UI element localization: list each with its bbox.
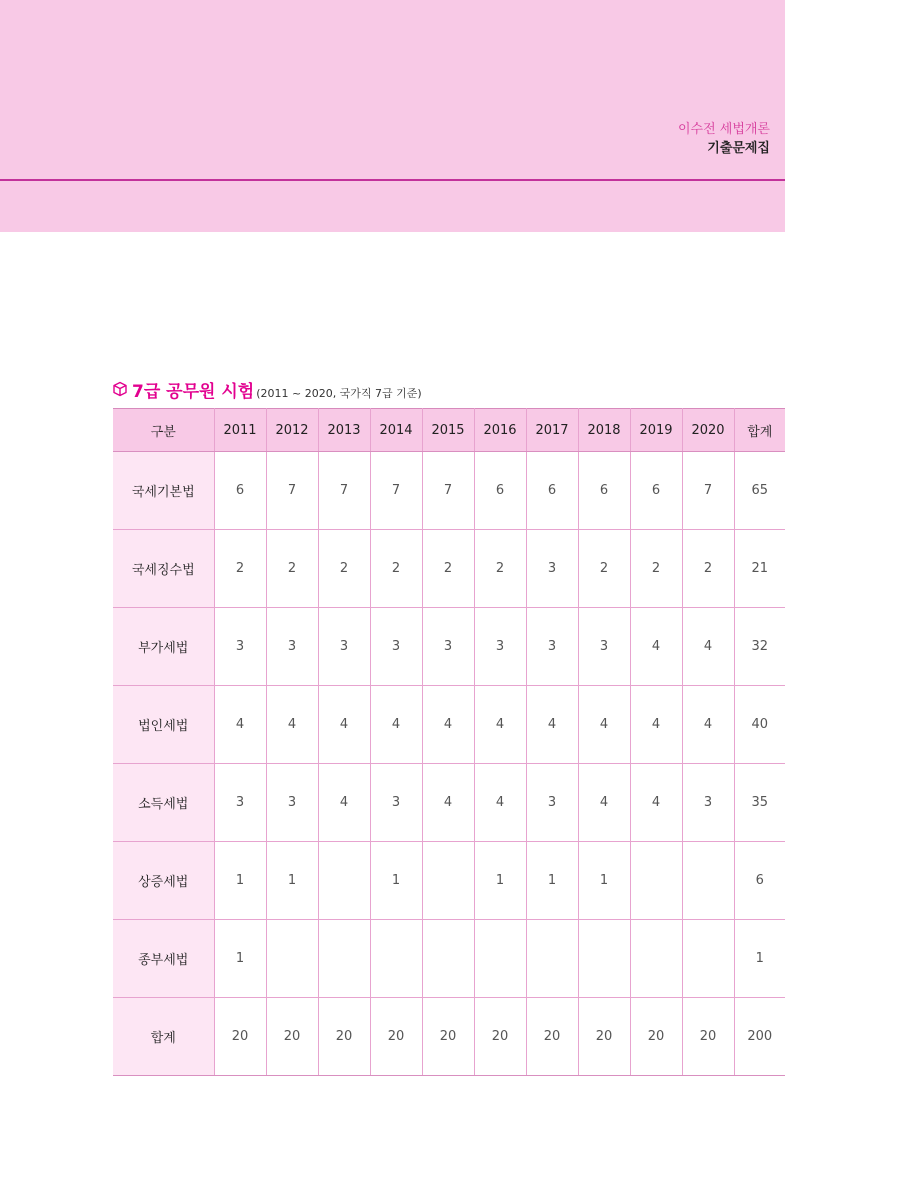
table-cell: [474, 920, 526, 998]
column-header: 합계: [734, 409, 785, 452]
table-cell: 2: [474, 530, 526, 608]
table-cell: 20: [318, 998, 370, 1076]
table-cell: 2: [370, 530, 422, 608]
column-header: 2019: [630, 409, 682, 452]
table-header-row: [113, 409, 785, 452]
row-label: 국세기본법: [113, 452, 214, 530]
table-cell: [682, 920, 734, 998]
table-row: [113, 608, 785, 686]
table-row: [113, 686, 785, 764]
table-cell: 2: [318, 530, 370, 608]
table-cell: 4: [630, 764, 682, 842]
table-cell: 2: [630, 530, 682, 608]
table-cell: [526, 920, 578, 998]
row-label: 상증세법: [113, 842, 214, 920]
table-cell: 20: [630, 998, 682, 1076]
table-cell: 7: [682, 452, 734, 530]
column-header: 2018: [578, 409, 630, 452]
table-cell: 1: [526, 842, 578, 920]
table-cell: 20: [526, 998, 578, 1076]
row-label: 종부세법: [113, 920, 214, 998]
table-cell: 1: [474, 842, 526, 920]
table-row: [113, 764, 785, 842]
table-cell: 1: [214, 920, 266, 998]
table-cell: 2: [682, 530, 734, 608]
table-cell: 65: [734, 452, 785, 530]
row-label: 국세징수법: [113, 530, 214, 608]
table-cell: 4: [682, 608, 734, 686]
table-cell: 7: [370, 452, 422, 530]
table-row: [113, 920, 785, 998]
table-cell: [318, 920, 370, 998]
header-divider: [0, 179, 785, 181]
table-cell: 4: [318, 686, 370, 764]
table-cell: 3: [474, 608, 526, 686]
row-label: 부가세법: [113, 608, 214, 686]
table-cell: 6: [578, 452, 630, 530]
table-cell: 20: [422, 998, 474, 1076]
table-cell: 20: [682, 998, 734, 1076]
table-cell: 2: [578, 530, 630, 608]
table-cell: 2: [422, 530, 474, 608]
table-cell: 4: [578, 764, 630, 842]
table-cell: 3: [682, 764, 734, 842]
table-cell: 6: [474, 452, 526, 530]
table-cell: 6: [526, 452, 578, 530]
table-cell: 4: [422, 764, 474, 842]
table-cell: 4: [630, 608, 682, 686]
table-cell: 4: [526, 686, 578, 764]
table-cell: 6: [630, 452, 682, 530]
table-cell: 32: [734, 608, 785, 686]
table-cell: 1: [214, 842, 266, 920]
exam-stats-table: [113, 408, 785, 1076]
table-cell: [318, 842, 370, 920]
column-header: 2015: [422, 409, 474, 452]
table-cell: [370, 920, 422, 998]
section-subtitle: (2011 ~ 2020, 국가직 7급 기준): [256, 387, 422, 400]
column-header: 2017: [526, 409, 578, 452]
table-cell: 7: [318, 452, 370, 530]
table-cell: 3: [526, 608, 578, 686]
table-cell: 6: [734, 842, 785, 920]
column-header: 2014: [370, 409, 422, 452]
table-cell: 20: [578, 998, 630, 1076]
table-cell: 20: [370, 998, 422, 1076]
table-cell: 6: [214, 452, 266, 530]
table-cell: 3: [266, 608, 318, 686]
table-cell: 4: [266, 686, 318, 764]
table-cell: 3: [526, 530, 578, 608]
book-title: [678, 120, 770, 158]
table-cell: 3: [526, 764, 578, 842]
table-cell: [422, 920, 474, 998]
row-label: 합계: [113, 998, 214, 1076]
table-cell: 35: [734, 764, 785, 842]
table-cell: 7: [422, 452, 474, 530]
table-row: [113, 842, 785, 920]
table-row: [113, 998, 785, 1076]
table-cell: 4: [370, 686, 422, 764]
table-cell: 3: [578, 608, 630, 686]
table-row: [113, 530, 785, 608]
table-row: [113, 452, 785, 530]
table-cell: 3: [370, 608, 422, 686]
table-cell: 3: [214, 764, 266, 842]
table-cell: [682, 842, 734, 920]
table-cell: 1: [734, 920, 785, 998]
section-title: 7급 공무원 시험: [132, 382, 255, 402]
table-cell: [266, 920, 318, 998]
table-cell: 2: [266, 530, 318, 608]
table-cell: 4: [422, 686, 474, 764]
table-cell: 20: [474, 998, 526, 1076]
header-band: [0, 0, 785, 232]
table-cell: 4: [578, 686, 630, 764]
table-cell: 20: [266, 998, 318, 1076]
table-cell: 7: [266, 452, 318, 530]
table-cell: 3: [318, 608, 370, 686]
column-header: 2016: [474, 409, 526, 452]
table-cell: 2: [214, 530, 266, 608]
cube-icon: [112, 381, 128, 397]
table-cell: [422, 842, 474, 920]
column-header: 2020: [682, 409, 734, 452]
table-cell: 3: [214, 608, 266, 686]
table-cell: 1: [266, 842, 318, 920]
table-cell: 4: [630, 686, 682, 764]
table-cell: [630, 920, 682, 998]
table-cell: [630, 842, 682, 920]
table-cell: 4: [474, 764, 526, 842]
table-cell: 3: [422, 608, 474, 686]
table-cell: 1: [578, 842, 630, 920]
section-heading: [112, 377, 422, 401]
table-cell: 3: [370, 764, 422, 842]
table-cell: 4: [474, 686, 526, 764]
column-header: 2011: [214, 409, 266, 452]
book-name: 기출문제집: [707, 141, 770, 156]
row-label: 소득세법: [113, 764, 214, 842]
table-cell: 4: [214, 686, 266, 764]
column-header: 2013: [318, 409, 370, 452]
table-cell: 3: [266, 764, 318, 842]
row-label: 법인세법: [113, 686, 214, 764]
table-cell: 4: [682, 686, 734, 764]
column-header: 2012: [266, 409, 318, 452]
table-cell: 21: [734, 530, 785, 608]
table-cell: 4: [318, 764, 370, 842]
column-header: 구분: [113, 409, 214, 452]
table-cell: 20: [214, 998, 266, 1076]
table-cell: 40: [734, 686, 785, 764]
table-cell: 200: [734, 998, 785, 1076]
table-body: [113, 452, 785, 1076]
table-cell: [578, 920, 630, 998]
table-cell: 1: [370, 842, 422, 920]
book-series: 이수전 세법개론: [677, 122, 770, 137]
